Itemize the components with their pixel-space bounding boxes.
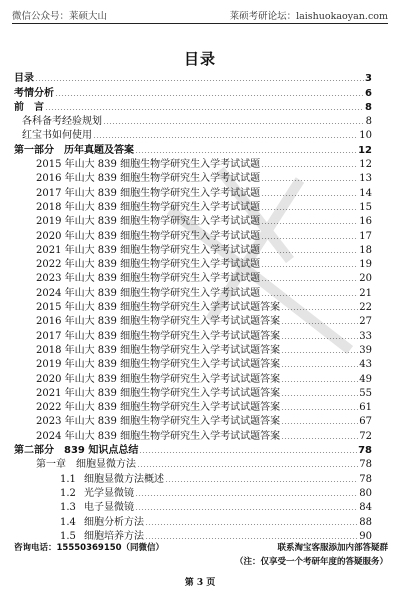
toc-entry[interactable]: [14, 513, 372, 527]
toc-entry[interactable]: [14, 270, 372, 284]
toc-leader-dots: [165, 481, 358, 482]
toc-leader-dots: [35, 80, 364, 81]
toc-leader-dots: [281, 338, 358, 339]
toc-entry-label: [60, 484, 134, 499]
toc-entry-page: 15: [359, 201, 372, 213]
toc-entry-text: 细胞培养方法: [84, 530, 144, 542]
toc-entry-page: 49: [359, 373, 372, 385]
toc-entry-label: 2019 年山大 839 细胞生物学研究生入学考试试题答案: [36, 359, 281, 371]
toc-entry-page: 61: [359, 402, 372, 414]
toc-leader-dots: [55, 95, 364, 96]
toc-entry-page: 78: [359, 459, 372, 471]
toc-entry-label: 2023 年山大 839 细胞生物学研究生入学考试试题: [36, 273, 261, 285]
toc-entry-label: 2017 年山大 839 细胞生物学研究生入学考试试题: [36, 187, 261, 199]
toc-entry-label: 2016 年山大 839 细胞生物学研究生入学考试试题答案: [36, 316, 281, 328]
toc-leader-dots: [261, 280, 358, 281]
toc-leader-dots: [93, 137, 358, 138]
toc-entry[interactable]: [14, 141, 372, 155]
toc-entry-label: 2018 年山大 839 细胞生物学研究生入学考试试题答案: [36, 344, 281, 356]
toc-entry-label: 2019 年山大 839 细胞生物学研究生入学考试试题: [36, 216, 261, 228]
toc-entry[interactable]: [14, 499, 372, 513]
toc-entry[interactable]: [14, 442, 372, 456]
toc-entry-page: 22: [359, 302, 372, 314]
toc-entry[interactable]: [14, 227, 372, 241]
toc-entry-label: 2022 年山大 839 细胞生物学研究生入学考试试题: [36, 259, 261, 271]
toc-leader-dots: [135, 152, 357, 153]
toc-leader-dots: [103, 123, 365, 124]
toc-entry-page: 67: [359, 416, 372, 428]
toc-entry-page: 8: [365, 101, 372, 113]
toc-leader-dots: [137, 466, 358, 467]
toc-entry-page: 33: [359, 330, 372, 342]
toc-leader-dots: [139, 452, 357, 453]
toc-entry[interactable]: [14, 485, 372, 499]
toc-entry[interactable]: [14, 427, 372, 441]
toc-entry-label: 第一章 细胞显微方法: [36, 459, 136, 471]
toc-entry-label: 考情分析: [14, 87, 54, 99]
toc-leader-dots: [261, 295, 358, 296]
toc-leader-dots: [261, 166, 358, 167]
toc-entry-label: 2020 年山大 839 细胞生物学研究生入学考试试题答案: [36, 373, 281, 385]
page-number: 第 3 页: [184, 578, 216, 588]
toc-entry-page: 19: [359, 259, 372, 271]
toc-entry-page: 27: [359, 316, 372, 328]
toc-entry-page: 72: [359, 430, 372, 442]
toc-entry-text: 电子显微镜: [84, 502, 134, 514]
toc-entry[interactable]: [14, 127, 372, 141]
toc-leader-dots: [281, 409, 358, 410]
toc-entry-text: 细胞分析方法: [84, 516, 144, 528]
toc-leader-dots: [261, 266, 358, 267]
footer-note: （注：仅享受一个考研年度的答疑服务）: [234, 557, 388, 567]
toc-entry[interactable]: [14, 113, 372, 127]
toc-entry[interactable]: [14, 256, 372, 270]
toc-entry-label: 2024 年山大 839 细胞生物学研究生入学考试试题: [36, 287, 261, 299]
toc-leader-dots: [135, 495, 358, 496]
toc-entry[interactable]: [14, 284, 372, 298]
toc-entry-text: 光学显微镜: [84, 487, 134, 499]
toc-leader-dots: [145, 538, 358, 539]
toc-entry-page: 10: [359, 130, 372, 142]
toc-entry[interactable]: [14, 413, 372, 427]
toc-leader-dots: [281, 366, 358, 367]
toc-entry[interactable]: [14, 184, 372, 198]
toc-entry-number: 1.1: [60, 473, 76, 485]
toc-leader-dots: [261, 195, 358, 196]
toc-entry-page: 12: [359, 159, 372, 171]
toc-leader-dots: [281, 438, 358, 439]
toc-leader-dots: [281, 423, 358, 424]
toc-leader-dots: [261, 223, 358, 224]
toc-entry-number: 1.3: [60, 502, 76, 514]
toc-entry[interactable]: [14, 399, 372, 413]
toc-entry-label: 各科备考经验规划: [22, 116, 102, 128]
toc-entry-page: 18: [359, 244, 372, 256]
toc-leader-dots: [281, 381, 358, 382]
toc-leader-dots: [135, 509, 358, 510]
toc-entry-number: 1.2: [60, 487, 76, 499]
page-title: 目录: [183, 50, 216, 68]
toc-entry[interactable]: [14, 99, 372, 113]
header-rule: [12, 23, 388, 24]
page-header: [12, 6, 388, 22]
toc-entry-label: 2015 年山大 839 细胞生物学研究生入学考试试题: [36, 159, 261, 171]
toc-entry-label: 第二部分 839 知识点总结: [14, 445, 139, 457]
toc-entry-page: 3: [365, 73, 372, 85]
toc-leader-dots: [261, 180, 358, 181]
toc-leader-dots: [261, 238, 358, 239]
toc-entry-label: 2021 年山大 839 细胞生物学研究生入学考试试题: [36, 244, 261, 256]
toc-entry[interactable]: [14, 156, 372, 170]
toc-entry-page: 55: [359, 387, 372, 399]
toc-entry[interactable]: [14, 170, 372, 184]
toc-entry-label: 前 言: [14, 101, 44, 113]
toc-entry-label: 2017 年山大 839 细胞生物学研究生入学考试试题答案: [36, 330, 281, 342]
toc-leader-dots: [45, 109, 364, 110]
toc-entry[interactable]: [14, 327, 372, 341]
toc-entry-page: 80: [359, 487, 372, 499]
toc-entry[interactable]: [14, 70, 372, 84]
toc-entry-page: 14: [359, 187, 372, 199]
toc-entry-label: [60, 513, 144, 528]
toc-entry[interactable]: [14, 313, 372, 327]
toc-entry-label: 2016 年山大 839 细胞生物学研究生入学考试试题: [36, 173, 261, 185]
footer-contact: 咨询电话：15550369150（同微信）: [14, 543, 165, 553]
toc-entry[interactable]: [14, 456, 372, 470]
toc-entry-label: 第一部分 历年真题及答案: [14, 144, 134, 156]
toc-entry[interactable]: [14, 84, 372, 98]
toc-entry[interactable]: [14, 213, 372, 227]
footer-service: 联系淘宝客服添加内部答疑群: [277, 543, 388, 553]
toc-leader-dots: [281, 323, 358, 324]
toc-leader-dots: [281, 395, 358, 396]
toc-entry-page: 8: [365, 116, 372, 128]
toc-entry-number: 1.4: [60, 516, 76, 528]
toc-entry-page: 78: [358, 445, 372, 457]
toc-entry-page: 16: [359, 216, 372, 228]
table-of-contents: [14, 70, 372, 542]
toc-leader-dots: [281, 309, 358, 310]
toc-entry[interactable]: [14, 528, 372, 542]
toc-entry-page: 78: [359, 473, 372, 485]
toc-entry-label: 目录: [14, 73, 34, 85]
header-forum: 莱硕考研论坛：laishuokaoyan.com: [229, 11, 388, 22]
toc-entry-page: 13: [359, 173, 372, 185]
toc-entry-label: 2015 年山大 839 细胞生物学研究生入学考试试题答案: [36, 302, 281, 314]
toc-entry[interactable]: [14, 385, 372, 399]
toc-entry-page: 43: [359, 359, 372, 371]
toc-entry-number: 1.5: [60, 530, 76, 542]
header-wechat: 微信公众号：莱硕大山: [12, 11, 108, 22]
toc-entry-page: 88: [359, 516, 372, 528]
footer: [14, 541, 388, 553]
toc-entry-label: [60, 498, 134, 513]
toc-entry-page: 39: [359, 344, 372, 356]
toc-entry-label: 2023 年山大 839 细胞生物学研究生入学考试试题答案: [36, 416, 281, 428]
toc-entry-page: 84: [359, 502, 372, 514]
toc-entry[interactable]: [14, 199, 372, 213]
toc-entry[interactable]: [14, 356, 372, 370]
toc-entry-page: 17: [359, 230, 372, 242]
toc-entry[interactable]: [14, 299, 372, 313]
toc-entry-label: 2024 年山大 839 细胞生物学研究生入学考试试题答案: [36, 430, 281, 442]
toc-entry-page: 12: [358, 144, 372, 156]
toc-leader-dots: [145, 524, 358, 525]
toc-entry[interactable]: [14, 370, 372, 384]
toc-entry-label: 2018 年山大 839 细胞生物学研究生入学考试试题: [36, 201, 261, 213]
toc-entry[interactable]: [14, 242, 372, 256]
toc-entry-page: 21: [359, 287, 372, 299]
toc-entry-label: 2021 年山大 839 细胞生物学研究生入学考试试题答案: [36, 387, 281, 399]
toc-leader-dots: [261, 252, 358, 253]
toc-entry-page: 6: [365, 87, 372, 99]
toc-entry-page: 20: [359, 273, 372, 285]
toc-entry[interactable]: [14, 342, 372, 356]
toc-entry-label: 2020 年山大 839 细胞生物学研究生入学考试试题: [36, 230, 261, 242]
toc-entry-label: [60, 527, 144, 542]
toc-leader-dots: [281, 352, 358, 353]
toc-entry[interactable]: [14, 470, 372, 484]
toc-entry-page: 90: [359, 530, 372, 542]
toc-entry-label: 红宝书如何使用: [22, 130, 92, 142]
toc-entry-label: [60, 470, 164, 485]
toc-leader-dots: [261, 209, 358, 210]
toc-entry-label: 2022 年山大 839 细胞生物学研究生入学考试试题答案: [36, 402, 281, 414]
toc-entry-text: 细胞显微方法概述: [84, 473, 164, 485]
